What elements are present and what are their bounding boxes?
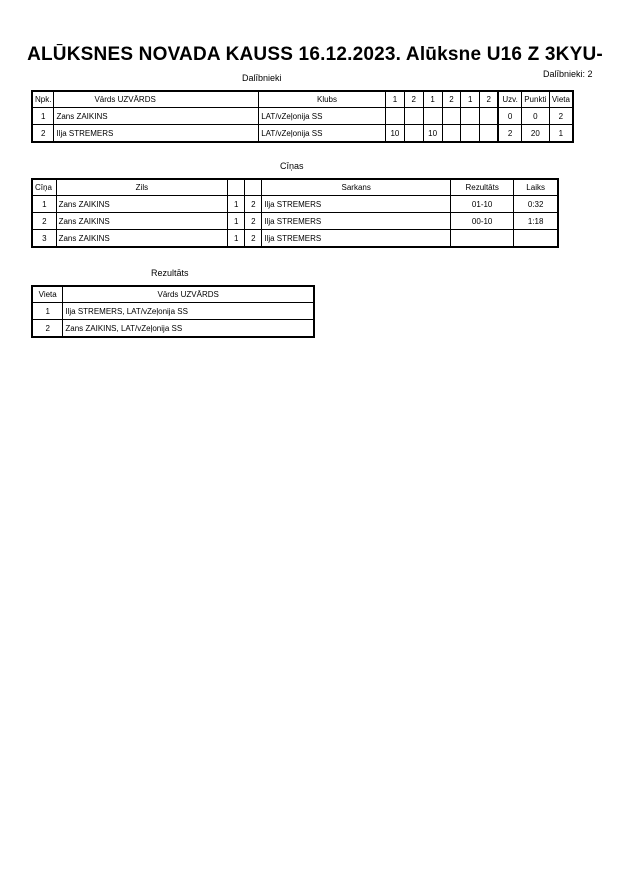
round-cell xyxy=(461,125,480,143)
place-cell: 2 xyxy=(32,320,63,338)
red-cell: Ilja STREMERS xyxy=(262,230,451,248)
red-no-cell: 2 xyxy=(245,213,262,230)
fights-table xyxy=(31,178,559,248)
round-cell xyxy=(461,108,480,125)
points-cell: 0 xyxy=(521,108,549,125)
fights-header-row xyxy=(32,179,558,196)
round-cell xyxy=(404,125,423,143)
round-cell: 10 xyxy=(386,125,405,143)
participants-heading: Dalībnieki xyxy=(242,73,282,83)
col-points: Punkti xyxy=(521,91,549,108)
name-cell: Zans ZAIKINS xyxy=(54,108,259,125)
col-npk: Npk. xyxy=(32,91,54,108)
fight-num-cell: 1 xyxy=(32,196,56,213)
fight-num-cell: 3 xyxy=(32,230,56,248)
result-cell: 00-10 xyxy=(451,213,514,230)
col-wins: Uzv. xyxy=(498,91,521,108)
blue-no-cell: 1 xyxy=(228,230,245,248)
time-cell: 0:32 xyxy=(514,196,558,213)
red-cell: Ilja STREMERS xyxy=(262,213,451,230)
round-cell xyxy=(442,125,461,143)
blue-no-cell: 1 xyxy=(228,196,245,213)
npk-cell: 2 xyxy=(32,125,54,143)
table-row xyxy=(32,230,558,248)
red-cell: Ilja STREMERS xyxy=(262,196,451,213)
blue-cell: Zans ZAIKINS xyxy=(56,213,228,230)
points-cell: 20 xyxy=(521,125,549,143)
col-name: Vārds UZVĀRDS xyxy=(63,286,314,303)
round-cell xyxy=(480,125,499,143)
col-blue-no xyxy=(228,179,245,196)
results-header-row xyxy=(32,286,314,303)
results-table xyxy=(31,285,315,338)
col-name: Vārds UZVĀRDS xyxy=(54,91,259,108)
result-cell xyxy=(451,230,514,248)
col-place: Vieta xyxy=(32,286,63,303)
col-red-no xyxy=(245,179,262,196)
name-cell: Ilja STREMERS, LAT/vZeļonija SS xyxy=(63,303,314,320)
place-cell: 2 xyxy=(549,108,573,125)
place-cell: 1 xyxy=(549,125,573,143)
results-heading: Rezultāts xyxy=(151,268,189,278)
col-place: Vieta xyxy=(549,91,573,108)
col-round: 2 xyxy=(442,91,461,108)
col-result: Rezultāts xyxy=(451,179,514,196)
fight-num-cell: 2 xyxy=(32,213,56,230)
col-round: 1 xyxy=(423,91,442,108)
round-cell xyxy=(480,108,499,125)
col-round: 1 xyxy=(461,91,480,108)
wins-cell: 2 xyxy=(498,125,521,143)
place-cell: 1 xyxy=(32,303,63,320)
col-fight: Cīņa xyxy=(32,179,56,196)
round-cell xyxy=(423,108,442,125)
round-cell: 10 xyxy=(423,125,442,143)
name-cell: Ilja STREMERS xyxy=(54,125,259,143)
red-no-cell: 2 xyxy=(245,230,262,248)
fights-heading: Cīņas xyxy=(280,161,304,171)
round-cell xyxy=(386,108,405,125)
table-row xyxy=(32,213,558,230)
blue-cell: Zans ZAIKINS xyxy=(56,196,228,213)
round-cell xyxy=(442,108,461,125)
blue-no-cell: 1 xyxy=(228,213,245,230)
table-row xyxy=(32,125,573,143)
club-cell: LAT/vZeļonija SS xyxy=(259,108,386,125)
col-round: 1 xyxy=(386,91,405,108)
time-cell xyxy=(514,230,558,248)
table-row xyxy=(32,108,573,125)
wins-cell: 0 xyxy=(498,108,521,125)
club-cell: LAT/vZeļonija SS xyxy=(259,125,386,143)
participants-count: Dalībnieki: 2 xyxy=(543,69,593,79)
blue-cell: Zans ZAIKINS xyxy=(56,230,228,248)
table-row xyxy=(32,303,314,320)
col-red: Sarkans xyxy=(262,179,451,196)
col-club: Klubs xyxy=(259,91,386,108)
col-round: 2 xyxy=(404,91,423,108)
col-time: Laiks xyxy=(514,179,558,196)
col-round: 2 xyxy=(480,91,499,108)
time-cell: 1:18 xyxy=(514,213,558,230)
round-cell xyxy=(404,108,423,125)
table-row xyxy=(32,320,314,338)
table-row xyxy=(32,196,558,213)
col-blue: Zils xyxy=(56,179,228,196)
participants-header-row xyxy=(32,91,573,108)
result-cell: 01-10 xyxy=(451,196,514,213)
page-title: ALŪKSNES NOVADA KAUSS 16.12.2023. Alūksne U16 Z 3KYU- xyxy=(27,44,603,65)
name-cell: Zans ZAIKINS, LAT/vZeļonija SS xyxy=(63,320,314,338)
participants-table xyxy=(31,90,574,143)
red-no-cell: 2 xyxy=(245,196,262,213)
npk-cell: 1 xyxy=(32,108,54,125)
